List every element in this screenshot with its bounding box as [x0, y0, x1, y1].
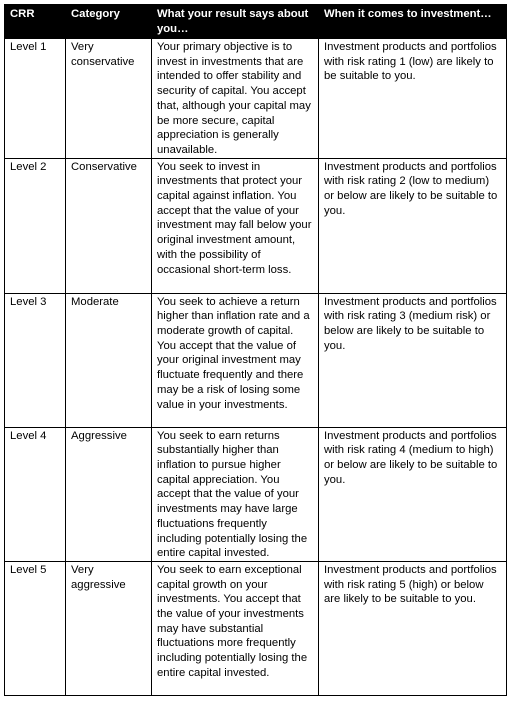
table-header [5, 5, 507, 39]
cell-crr-level: Level 4 [5, 427, 66, 561]
cell-category: Very conservative [66, 39, 152, 159]
cell-crr-level: Level 1 [5, 39, 66, 159]
cell-crr-level: Level 2 [5, 158, 66, 293]
cell-result-description: You seek to invest in investments that protect your capital against inflation. You accept that the value of your investment may fall below your original investment amount, with the possibility of occasional short-term loss. [152, 158, 319, 293]
cell-result-description: You seek to earn exceptional capital growth on your investments. You accept that the value of your investments may have substantial fluctuations more frequently including potentially losing the entire capital invested. [152, 561, 319, 695]
cell-investment-suitability: Investment products and portfolios with risk rating 4 (medium to high) or below are likely to be suitable to you. [319, 427, 507, 561]
cell-category: Very aggressive [66, 561, 152, 695]
header-investment-suitability: When it comes to investment… [319, 5, 507, 39]
cell-crr-level: Level 3 [5, 293, 66, 427]
cell-investment-suitability: Investment products and portfolios with risk rating 3 (medium risk) or below are likely to be suitable to you. [319, 293, 507, 427]
header-result-description: What your result says about you… [152, 5, 319, 39]
cell-investment-suitability: Investment products and portfolios with risk rating 2 (low to medium) or below are likely to be suitable to you. [319, 158, 507, 293]
header-crr: CRR [5, 5, 66, 39]
table-row [5, 561, 507, 695]
cell-investment-suitability: Investment products and portfolios with risk rating 5 (high) or below are likely to be suitable to you. [319, 561, 507, 695]
table-row [5, 427, 507, 561]
cell-result-description: You seek to earn returns substantially higher than inflation to pursue higher capital appreciation. You accept that the value of your investments may have large fluctuations frequently including potentially losing the entire capital invested. [152, 427, 319, 561]
table-row [5, 293, 507, 427]
table-row [5, 39, 507, 159]
cell-category: Moderate [66, 293, 152, 427]
cell-result-description: Your primary objective is to invest in investments that are intended to offer stability and security of capital. You accept that, although your capital may be more secure, capital appreciation is generally unavailable. [152, 39, 319, 159]
table-row [5, 158, 507, 293]
cell-investment-suitability: Investment products and portfolios with risk rating 1 (low) are likely to be suitable to you. [319, 39, 507, 159]
header-category: Category [66, 5, 152, 39]
cell-category: Aggressive [66, 427, 152, 561]
table-body [5, 39, 507, 696]
cell-crr-level: Level 5 [5, 561, 66, 695]
cell-result-description: You seek to achieve a return higher than inflation rate and a moderate growth of capital. You accept that the value of your original investment may fluctuate frequently and there may be a risk of losing some value in your investments. [152, 293, 319, 427]
customer-risk-rating-table [4, 4, 507, 696]
header-row [5, 5, 507, 39]
cell-category: Conservative [66, 158, 152, 293]
